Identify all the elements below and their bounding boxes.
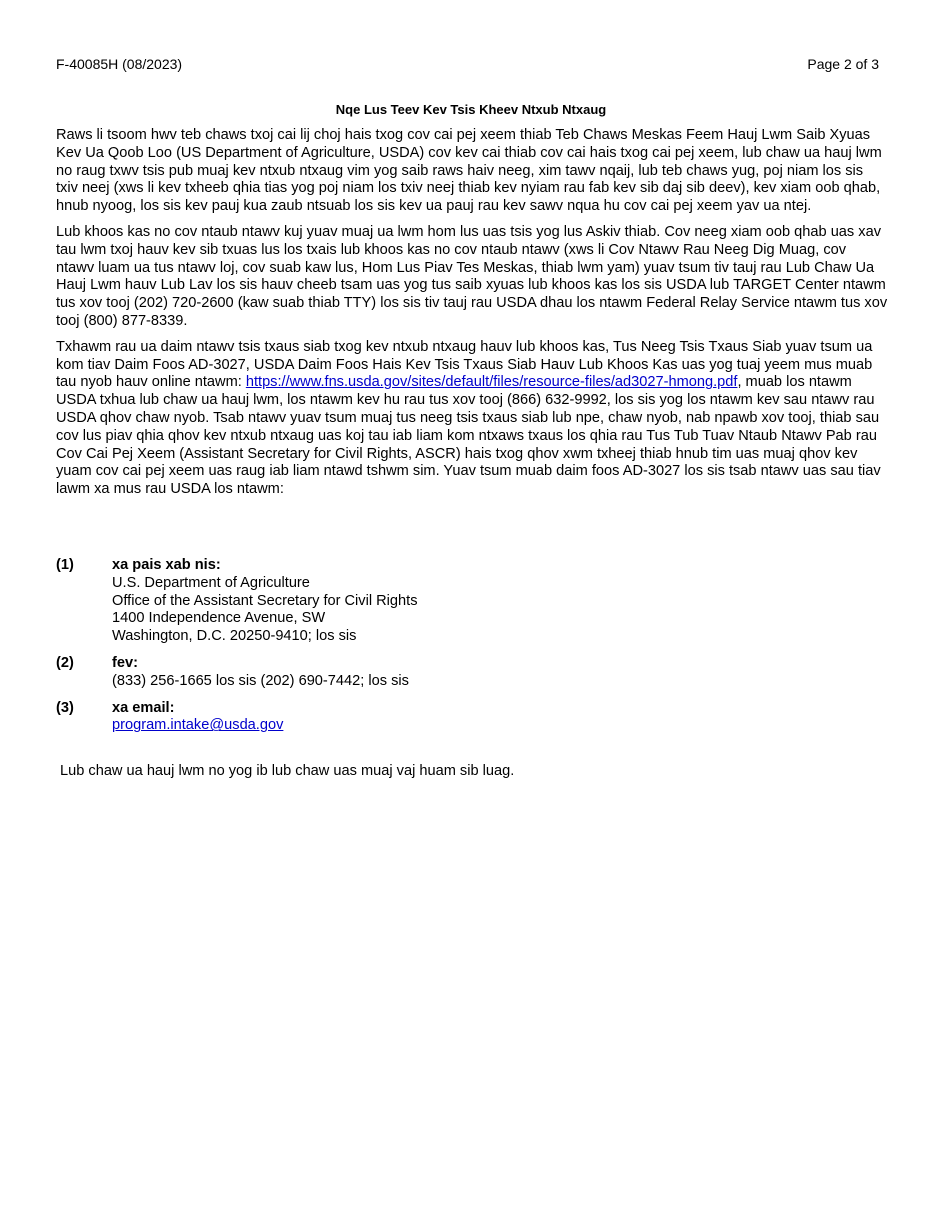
option-email (56, 700, 888, 736)
page-number: Page 2 of 3 (807, 56, 879, 72)
email-address-link[interactable]: program.intake@usda.gov (112, 717, 284, 734)
paragraph-complaint-filing (56, 339, 888, 499)
statement-body (56, 127, 888, 507)
form-id: F-40085H (08/2023) (56, 56, 183, 72)
complaint-text-after-link: , muab los ntawm USDA txhua lub chaw ua hauj lwm, los ntawm kev hu rau tus xov tooj (866) 632-9992, los sis yog los ntawm kev sau ntawv rau USDA qhov chaw nyob. Tsab ntawv yuav tsum muaj tus neeg tsis txaus siab lub npe, chaw nyob, nab npawb xov tooj, thiab sau cov lus piav qhia qhov kev ntxub ntxaug uas koj tau iab liam kom ntxaws txaus los qhia rau Tus Tub Tuav Ntaub Ntawv Pab rau Cov Cai Pej Xeem (Assistant Secretary for Civil Rights, ASCR) hais txog qhov xwm txheej thiab hnub tim uas muaj qhov kev yuam cov cai pej xeem uas raug iab liam ntawd tshwm sim. Yuav tsum muab daim foos AD-3027 los sis tsab ntawv uas sau tiav lawm xa mus rau USDA los ntawm: (56, 374, 881, 498)
submission-options (56, 557, 888, 744)
mail-address-line: U.S. Department of Agriculture (112, 574, 310, 591)
option-fax (56, 655, 888, 691)
fax-numbers: (833) 256-1665 los sis (202) 690-7442; los sis (112, 672, 409, 689)
mail-address-line: 1400 Independence Avenue, SW (112, 610, 326, 627)
option-label: xa pais xab nis: (112, 557, 221, 573)
equal-opportunity-statement: Lub chaw ua hauj lwm no yog ib lub chaw uas muaj vaj huam sib luag. (60, 763, 515, 779)
option-number: (1) (56, 557, 74, 573)
mail-address-line: Office of the Assistant Secretary for Civil Rights (112, 592, 418, 609)
option-number: (2) (56, 654, 74, 671)
document-title: Nqe Lus Teev Kev Tsis Kheev Ntxub Ntxaug (335, 102, 607, 117)
complaint-text-before-link: Txhawm rau ua daim ntawv tsis txaus siab txog kev ntxub ntxaug hauv lub khoos kas, Tus Neeg Tsis Txaus Siab yuav tsum ua kom tiav Daim Foos AD-3027, USDA Daim Foos Hais Kev Tsis Txaus Siab Hauv Lub Khoos Kas uas yog tuaj yeem mus muab tau nyob hauv online ntawm: (56, 338, 873, 391)
option-label: xa email: (112, 699, 175, 716)
option-mail (56, 557, 888, 646)
paragraph-alternative-formats: Lub khoos kas no cov ntaub ntawv kuj yuav muaj ua lwm hom lus uas tsis yog lus Askiv thiab. Cov neeg xiam oob qhab uas xav tau lwm txoj hauv kev sib txuas lus los txais lub khoos kas no cov ntaub ntawv (xws li Cov Ntawv Rau Neeg Dig Muag, cov ntawv luam ua tus ntawv loj, cov suab kaw lus, Hom Lus Piav Tes Meskas, thiab lwm yam) yuav tsum tiv tauj rau Lub Chaw Ua Hauj Lwm hauv Lub Lav los sis hauv cheeb tsam uas yog tus saib xyuas lub khoos kas los sis USDA lub TARGET Center ntawm tus xov tooj (202) 720-2600 (kaw suab thiab TTY) los sis tiv tauj rau USDA dhau los ntawm Federal Relay Service ntawm tus xov tooj (800) 877-8339. (56, 223, 888, 329)
mail-address-line: Washington, D.C. 20250-9410; los sis (112, 628, 357, 645)
ad3027-form-link[interactable]: https://www.fns.usda.gov/sites/default/files/resource-files/ad3027-hmong.pdf (245, 374, 738, 391)
option-number: (3) (56, 699, 74, 716)
page-header (56, 55, 879, 73)
option-label: fev: (112, 654, 138, 671)
paragraph-civil-rights: Raws li tsoom hwv teb chaws txoj cai lij choj hais txog cov cai pej xeem thiab Teb Chaws Meskas Feem Hauj Lwm Saib Xyuas Kev Ua Qoob Loo (US Department of Agriculture, USDA) cov kev cai thiab cov cai hais txog cai pej xeem, lub chaw ua hauj lwm no raug txwv tsis pub muaj kev ntxub ntxaug vim yog saib raws haiv neeg, xim tawv nqaij, lub teb chaws yug, poj niam los sis txiv neej (xws li kev txheeb qhia tias yog poj niam los txiv neej thiab kev nyiam rau fab kev sib daj sib deev), kev xiam oob qhab, hnub nyoog, los sis kev pauj kua zaub ntsuab los sis kev ua pauj rau kev sawv nqua hu cov cai pej xeem yav ua ntej. (56, 127, 882, 215)
